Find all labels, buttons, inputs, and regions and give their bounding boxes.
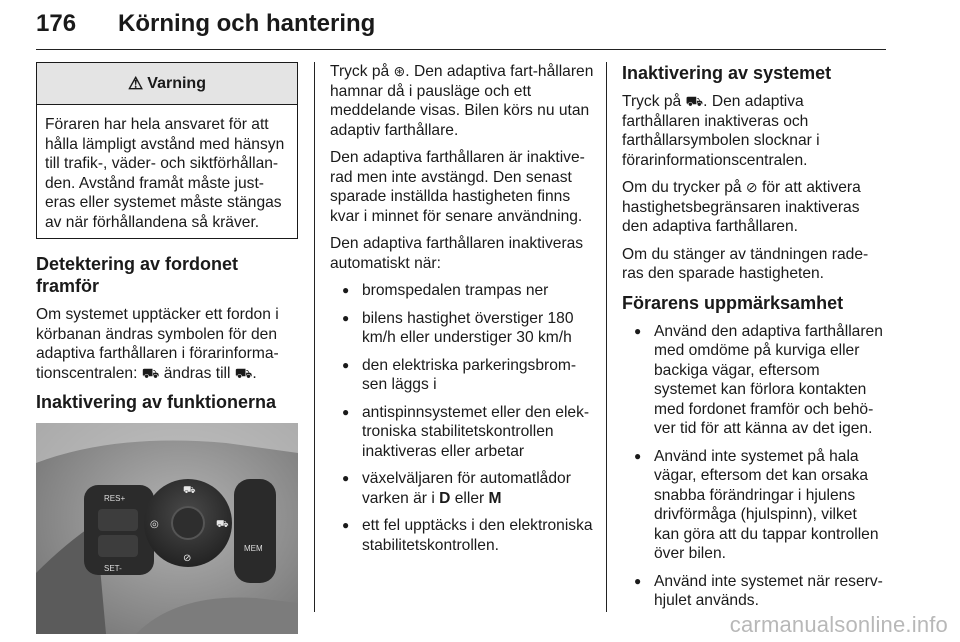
system-off-paragraph bbox=[622, 92, 886, 170]
detect-text: Om systemet upptäcker ett fordon i körbanan ändras symbolen för den adaptiva farthållaren i förarinforma-tionscentralen: bbox=[36, 306, 279, 382]
column-right bbox=[622, 62, 886, 619]
list-item: ● bilens hastighet överstiger 180 km/h eller understiger 30 km/h bbox=[330, 309, 594, 348]
warning-triangle-icon: ⚠ bbox=[128, 73, 144, 93]
gear-m-label: M bbox=[488, 489, 502, 507]
system-off-text: . Den adaptiva farthållaren inaktiveras och farthållarsymbolen slocknar i förarinformationscentralen. bbox=[622, 93, 820, 169]
auto-deactivate-paragraph: Den adaptiva farthållaren inaktiveras automatiskt när: bbox=[330, 235, 584, 272]
watermark: carmanualsonline.info bbox=[729, 612, 948, 637]
system-off-text: Tryck på bbox=[622, 93, 686, 110]
acc-pause-icon: ⊛ bbox=[393, 63, 406, 79]
list-item: ● Använd inte systemet på hala vägar, eftersom det kan orsaka snabba förändringar i hjulens drivförmåga (hjulspinn), vilket kan göra att du tappar kontrollen över bilen. bbox=[622, 447, 886, 564]
warning-box bbox=[36, 62, 298, 239]
list-item-text: växelväljaren för automatlådor varken är i bbox=[362, 470, 571, 507]
warning-text: Föraren har hela ansvaret för att hålla lämpligt avstånd med hänsyn till trafik-, väder- och siktförhållan-den. Avstånd framåt måste just-eras eller systemet måste stängas av när förhållandena så kräver. bbox=[45, 116, 285, 231]
limiter-paragraph bbox=[622, 178, 886, 237]
inactive-paragraph: Den adaptiva farthållaren är inaktive-rad men inte avstängd. Den senast sparade inställda hastigheten finns kvar i minnet för senare användning. bbox=[330, 149, 585, 225]
heading-inactivate-system: Inaktivering av systemet bbox=[622, 63, 832, 83]
page-number: 176 bbox=[36, 10, 77, 37]
warning-title: Varning bbox=[147, 74, 206, 92]
set-label: SET- bbox=[104, 564, 122, 573]
heading-attention: Förarens uppmärksamhet bbox=[622, 292, 844, 313]
pause-text: . Den adaptiva fart-hållaren hamnar då i pausläge och ett meddelande visas. Bilen körs nu utan adaptiv farthållare. bbox=[330, 63, 594, 139]
page-title: Körning och hantering bbox=[118, 10, 376, 37]
limiter-text: för att aktivera hastighetsbegränsaren inaktiveras den adaptiva farthållaren. bbox=[622, 179, 861, 235]
steering-wheel-photo bbox=[36, 423, 298, 634]
heading-inactivate-functions: Inaktivering av funktionerna bbox=[36, 392, 277, 412]
list-item: ● bromspedalen trampas ner bbox=[330, 281, 594, 301]
list-item: ● ett fel upptäcks i den elektroniska stabilitetskontrollen. bbox=[330, 516, 594, 555]
acc-car-detected-icon: ⛟ bbox=[234, 364, 253, 381]
list-item bbox=[330, 469, 594, 508]
ignition-paragraph: Om du stänger av tändningen rade-ras den sparade hastigheten. bbox=[622, 245, 869, 282]
speed-limiter-icon: ⊘ bbox=[745, 179, 758, 195]
heading-detect: Detektering av fordonet framför bbox=[36, 254, 239, 296]
detect-text: ändras till bbox=[159, 364, 235, 382]
detect-paragraph bbox=[36, 305, 298, 383]
column-middle bbox=[330, 62, 594, 563]
column-divider bbox=[314, 62, 315, 612]
warning-header bbox=[37, 63, 297, 105]
column-left bbox=[36, 62, 298, 634]
svg-text:⊘: ⊘ bbox=[183, 553, 192, 564]
acc-off-icon: ⛟ bbox=[685, 93, 704, 109]
list-item-text: eller bbox=[450, 489, 489, 507]
auto-deactivate-list bbox=[330, 281, 594, 555]
list-item: ● antispinnsystemet eller den elek-troniska stabilitetskontrollen inaktiveras eller arbetar bbox=[330, 403, 594, 462]
column-divider bbox=[606, 62, 607, 612]
list-item: ● den elektriska parkeringsbrom-sen läggs i bbox=[330, 356, 594, 395]
page-header bbox=[36, 8, 886, 50]
attention-list bbox=[622, 322, 886, 611]
acc-car-outline-icon: ⛟ bbox=[141, 364, 160, 381]
gear-d-label: D bbox=[439, 489, 451, 507]
svg-text:⛟: ⛟ bbox=[183, 485, 196, 496]
list-item: ● Använd den adaptiva farthållaren med omdöme på kurviga eller backiga vägar, eftersom systemet kan förlora kontakten med fordonet framför och behö-ver tid för att känna av det igen. bbox=[622, 322, 886, 439]
svg-text:⛟: ⛟ bbox=[216, 519, 229, 530]
mem-label: MEM bbox=[244, 544, 263, 553]
svg-text:◎: ◎ bbox=[150, 519, 159, 530]
pause-paragraph bbox=[330, 62, 594, 140]
pause-text: Tryck på bbox=[330, 63, 394, 80]
list-item: ● Använd inte systemet när reserv-hjulet används. bbox=[622, 572, 886, 611]
res-label: RES+ bbox=[104, 494, 126, 503]
detect-text: . bbox=[252, 364, 257, 382]
limiter-text: Om du trycker på bbox=[622, 179, 746, 196]
